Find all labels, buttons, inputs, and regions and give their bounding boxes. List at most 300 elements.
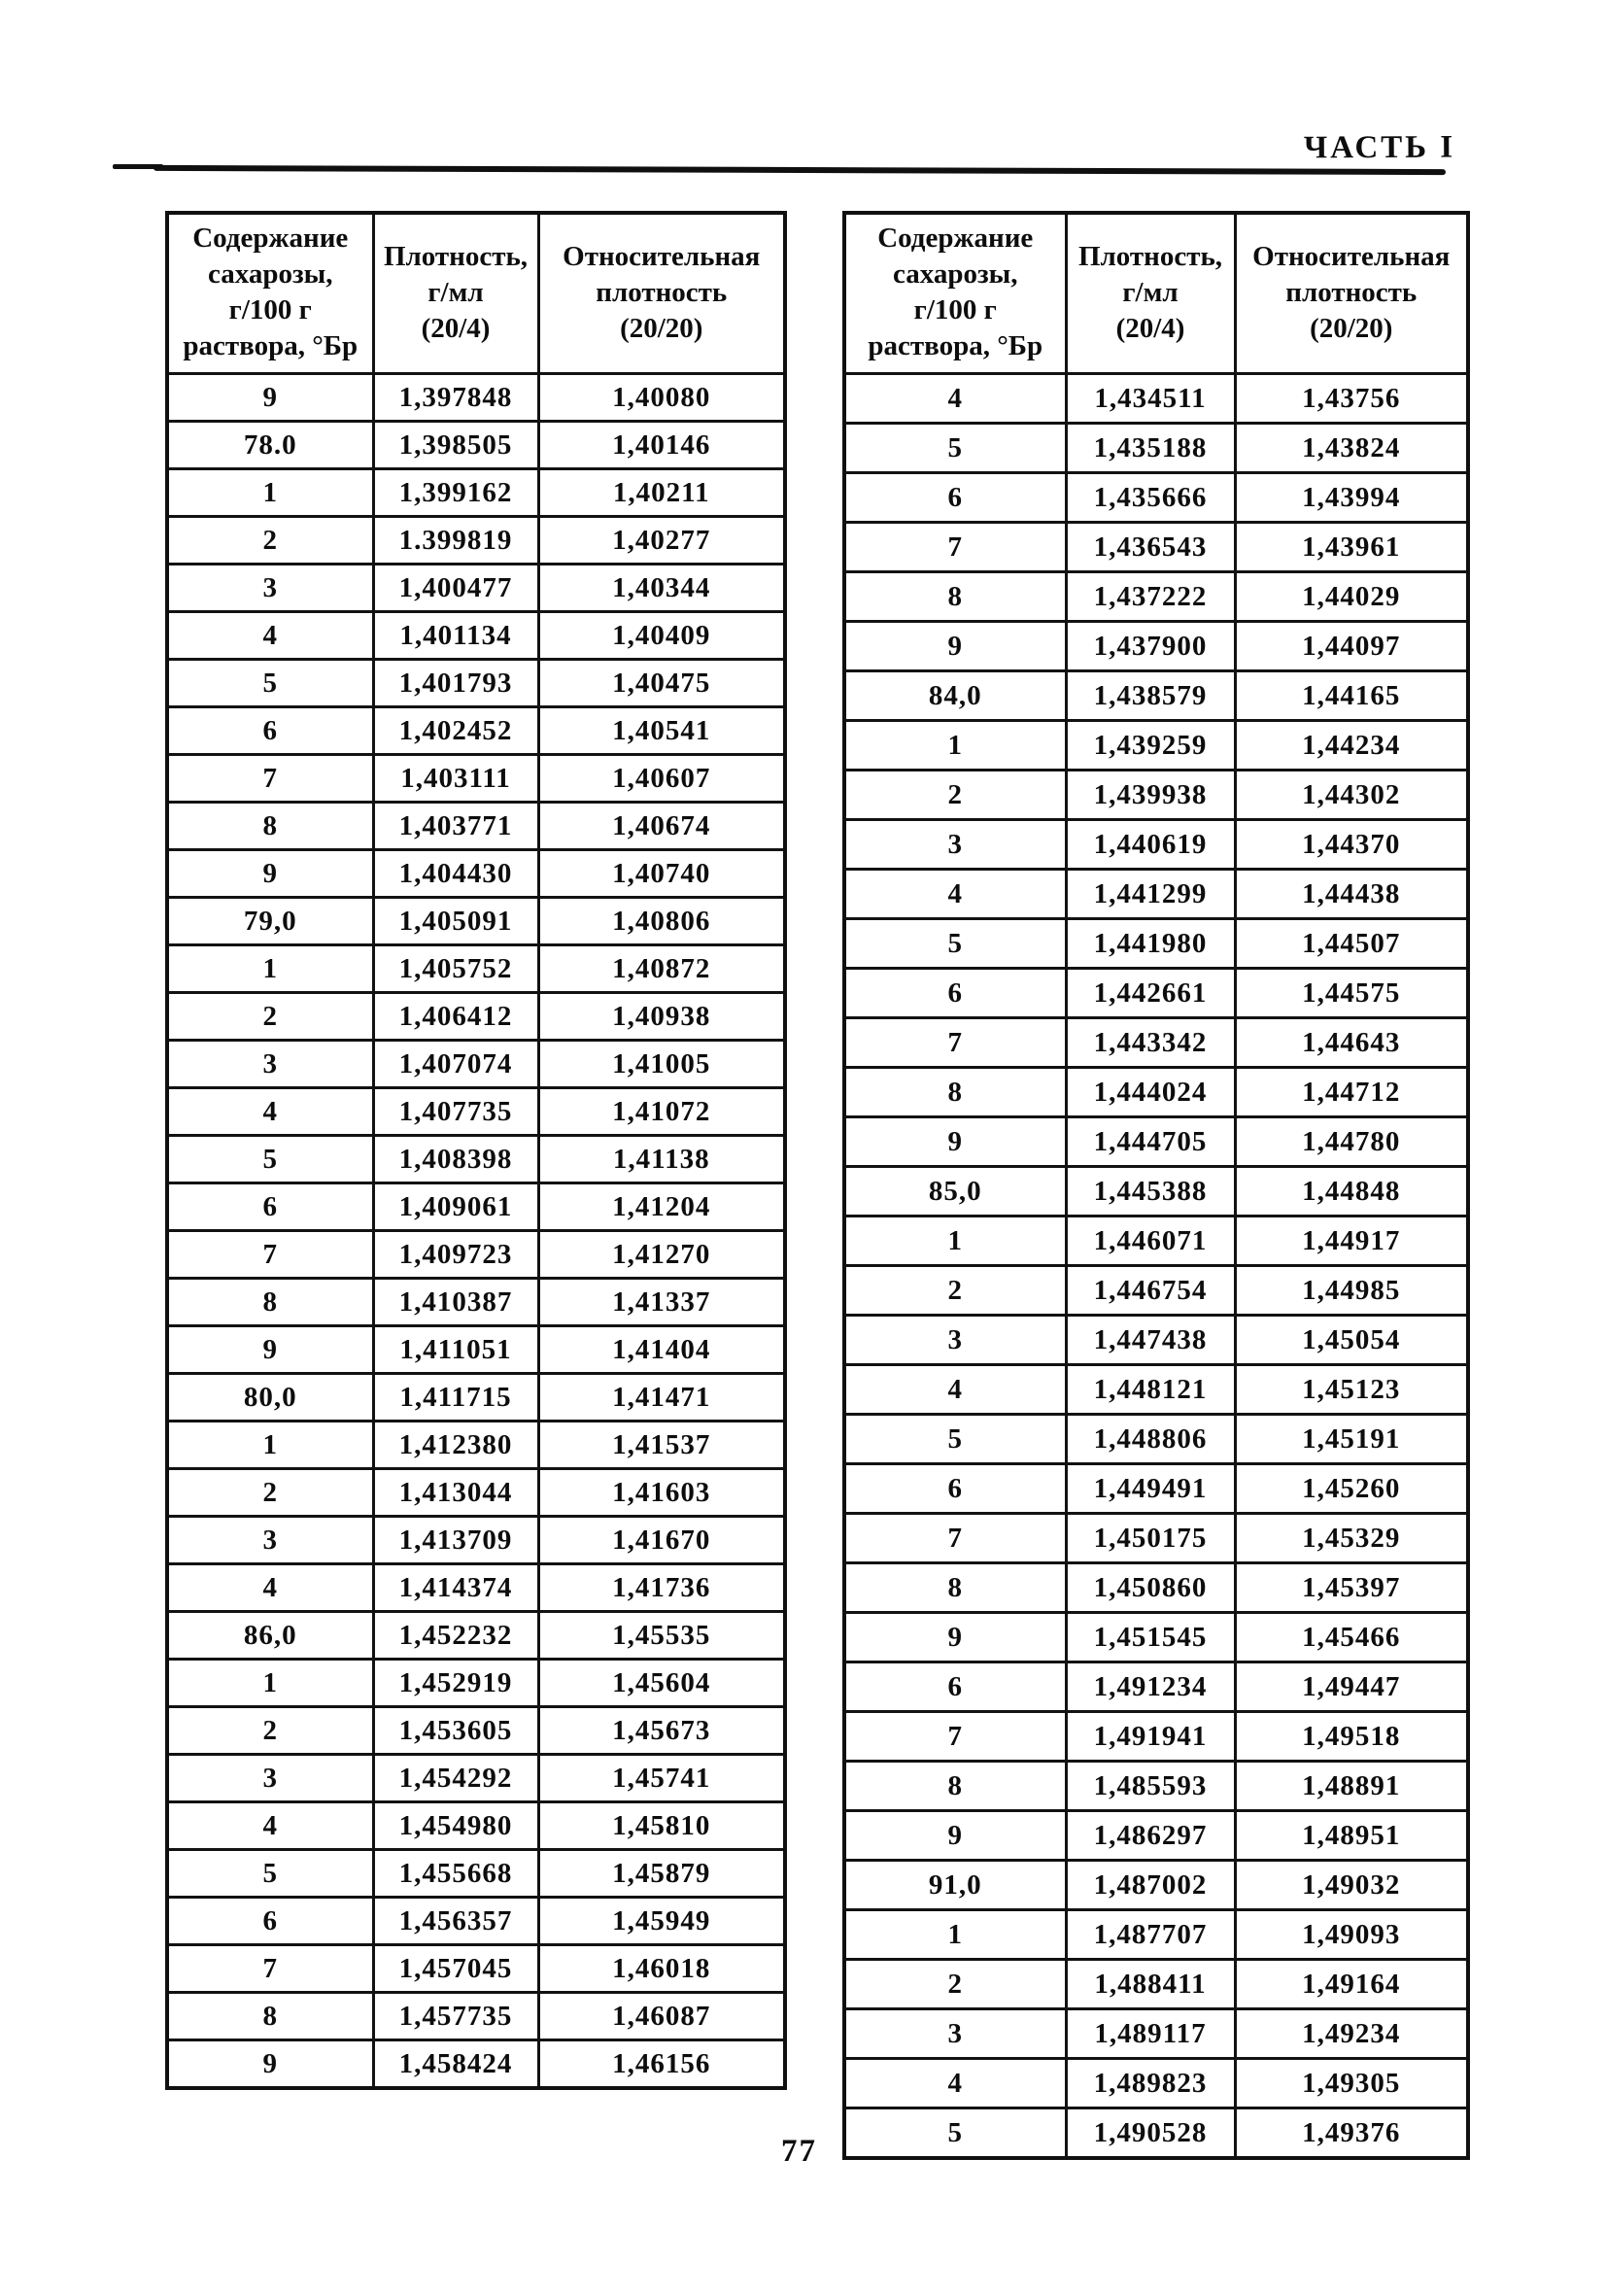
table-cell: 9 [167,850,373,898]
table-row [844,1167,1468,1217]
table-cell: 1,44643 [1235,1018,1468,1068]
table-cell: 1,412380 [373,1422,538,1469]
col-header-sucrose-content: Содержание сахарозы, г/100 г раствора, °Бр [167,213,373,374]
table-cell: 1,490528 [1066,2108,1235,2159]
table-cell: 7 [844,1018,1066,1068]
table-cell: 1,454980 [373,1802,538,1850]
table-row [167,1993,785,2040]
header-rule [154,165,1446,175]
table-cell: 1,401134 [373,612,538,660]
table-cell: 1,45329 [1235,1514,1468,1563]
table-cell: 1,486297 [1066,1811,1235,1861]
table-cell: 7 [167,1945,373,1993]
table-cell: 1,44234 [1235,721,1468,771]
table-row [844,473,1468,523]
table-cell: 4 [167,1802,373,1850]
table-row [844,671,1468,721]
table-cell: 1,447438 [1066,1316,1235,1365]
table-cell: 1,41736 [538,1564,785,1612]
table-cell: 8 [844,1068,1066,1117]
table-cell: 1,405752 [373,945,538,993]
table-cell: 1,44985 [1235,1266,1468,1316]
table-cell: 1,488411 [1066,1960,1235,2009]
table-row [167,612,785,660]
table-cell: 1,45054 [1235,1316,1468,1365]
table-row [844,2009,1468,2059]
table-row [844,1068,1468,1117]
table-cell: 2 [844,771,1066,820]
table-cell: 1,44370 [1235,820,1468,870]
table-row [167,469,785,517]
table-cell: 1,403111 [373,755,538,803]
table-cell: 6 [844,1662,1066,1712]
table-cell: 1,398505 [373,422,538,469]
table-cell: 1,450860 [1066,1563,1235,1613]
table-row [844,1762,1468,1811]
table-cell: 1 [167,469,373,517]
table-cell: 1,44029 [1235,572,1468,622]
table-cell: 1,458424 [373,2040,538,2089]
table-cell: 4 [167,1088,373,1136]
table-cell: 1,40409 [538,612,785,660]
table-cell: 1,452919 [373,1660,538,1707]
table-cell: 1,442661 [1066,969,1235,1018]
table-row [844,721,1468,771]
table-cell: 3 [844,2009,1066,2059]
table-cell: 1,40146 [538,422,785,469]
table-row [844,622,1468,671]
table-row [167,1802,785,1850]
table-cell: 1,45810 [538,1802,785,1850]
table-cell: 1,413709 [373,1517,538,1564]
table-row [844,1464,1468,1514]
table-cell: 6 [167,1898,373,1945]
table-row [167,1850,785,1898]
table-row [844,1117,1468,1167]
table-cell: 1,439259 [1066,721,1235,771]
table-cell: 1,40541 [538,707,785,755]
table-cell: 5 [844,2108,1066,2159]
table-cell: 1,410387 [373,1279,538,1326]
table-cell: 1,41603 [538,1469,785,1517]
table-cell: 1,46018 [538,1945,785,1993]
table-cell: 6 [167,1183,373,1231]
table-cell: 1,44302 [1235,771,1468,820]
table-cell: 9 [167,1326,373,1374]
table-cell: 1,489117 [1066,2009,1235,2059]
table-cell: 79,0 [167,898,373,945]
table-cell: 1,448121 [1066,1365,1235,1415]
table-cell: 1,44917 [1235,1217,1468,1266]
table-cell: 1,40277 [538,517,785,565]
table-cell: 1,44848 [1235,1167,1468,1217]
table-cell: 1,46156 [538,2040,785,2089]
table-row [844,523,1468,572]
table-cell: 1,411715 [373,1374,538,1422]
table-cell: 1,45741 [538,1755,785,1802]
table-cell: 1,41337 [538,1279,785,1326]
table-cell: 1,44507 [1235,919,1468,969]
table-cell: 1,445388 [1066,1167,1235,1217]
table-row [167,1088,785,1136]
table-cell: 1 [167,1660,373,1707]
table-cell: 7 [167,1231,373,1279]
table-cell: 1,409723 [373,1231,538,1279]
table-cell: 1,43824 [1235,424,1468,473]
table-cell: 1,40475 [538,660,785,707]
table-cell: 1,454292 [373,1755,538,1802]
table-cell: 4 [844,870,1066,919]
table-cell: 4 [844,374,1066,424]
table-cell: 1,446754 [1066,1266,1235,1316]
table-cell: 1,450175 [1066,1514,1235,1563]
table-cell: 3 [167,1517,373,1564]
table-row [167,1612,785,1660]
table-row [167,1707,785,1755]
table-cell: 78.0 [167,422,373,469]
table-cell: 2 [844,1266,1066,1316]
table-row [167,1374,785,1422]
header-row [844,213,1468,374]
table-cell: 5 [844,1415,1066,1464]
table-cell: 1,49376 [1235,2108,1468,2159]
running-head: ЧАСТЬ I [1303,129,1456,166]
table-row [167,755,785,803]
table-row [844,1910,1468,1960]
table-cell: 1,49032 [1235,1861,1468,1910]
table-cell: 1,49093 [1235,1910,1468,1960]
table-cell: 1,45466 [1235,1613,1468,1662]
table-cell: 1,456357 [373,1898,538,1945]
table-cell: 1,405091 [373,898,538,945]
table-cell: 7 [844,523,1066,572]
table-cell: 1,45673 [538,1707,785,1755]
table-row [844,1613,1468,1662]
table-cell: 1,487707 [1066,1910,1235,1960]
table-row [167,1326,785,1374]
table-cell: 1,49447 [1235,1662,1468,1712]
table-cell: 1,401793 [373,660,538,707]
table-cell: 2 [167,1469,373,1517]
table-row [844,2108,1468,2159]
table-cell: 1,485593 [1066,1762,1235,1811]
table-cell: 1,399162 [373,469,538,517]
table-cell: 1,434511 [1066,374,1235,424]
table-cell: 1,444705 [1066,1117,1235,1167]
table-row [167,422,785,469]
table-cell: 86,0 [167,1612,373,1660]
table-cell: 1,491941 [1066,1712,1235,1762]
table-body [844,374,1468,2159]
table-cell: 1,43994 [1235,473,1468,523]
table-cell: 1,45260 [1235,1464,1468,1514]
table-cell: 8 [844,572,1066,622]
table-cell: 1,453605 [373,1707,538,1755]
table-row [167,1517,785,1564]
table-cell: 1,45123 [1235,1365,1468,1415]
table-cell: 1,40740 [538,850,785,898]
table-cell: 1,41670 [538,1517,785,1564]
table-row [167,2040,785,2089]
table-cell: 1,441299 [1066,870,1235,919]
table-cell: 1,407074 [373,1041,538,1088]
table-cell: 1,487002 [1066,1861,1235,1910]
table-cell: 1,404430 [373,850,538,898]
table-cell: 1,41404 [538,1326,785,1374]
table-cell: 1,48891 [1235,1762,1468,1811]
table-cell: 1,41204 [538,1183,785,1231]
table-row [167,898,785,945]
table-row [167,1422,785,1469]
table-cell: 1,397848 [373,374,538,422]
table-cell: 9 [167,2040,373,2089]
col-header-density: Плотность, г/мл (20/4) [373,213,538,374]
table-row [844,1662,1468,1712]
sucrose-density-table-right [842,211,1470,2160]
col-header-sucrose-content: Содержание сахарозы, г/100 г раствора, °Бр [844,213,1066,374]
table-cell: 1,451545 [1066,1613,1235,1662]
table-cell: 1,49164 [1235,1960,1468,2009]
header-row [167,213,785,374]
table-row [844,1861,1468,1910]
table-cell: 1,45397 [1235,1563,1468,1613]
table-cell: 1,491234 [1066,1662,1235,1712]
table-cell: 1,45535 [538,1612,785,1660]
table-cell: 1,49518 [1235,1712,1468,1762]
table-row [167,1136,785,1183]
table-cell: 1,48951 [1235,1811,1468,1861]
col-header-density: Плотность, г/мл (20/4) [1066,213,1235,374]
table-cell: 8 [167,1993,373,2040]
table-row [844,1811,1468,1861]
table-body [167,374,785,2089]
table-row [844,1018,1468,1068]
table-cell: 1,406412 [373,993,538,1041]
table-cell: 8 [167,1279,373,1326]
table-cell: 1,40938 [538,993,785,1041]
table-cell: 1,40344 [538,565,785,612]
table-cell: 3 [167,1041,373,1088]
table-cell: 6 [844,473,1066,523]
table-cell: 1,402452 [373,707,538,755]
table-row [167,1898,785,1945]
table-cell: 1,40806 [538,898,785,945]
table-row [844,820,1468,870]
table-row [167,660,785,707]
table-cell: 1,437900 [1066,622,1235,671]
table-row [844,1960,1468,2009]
table-row [844,1266,1468,1316]
table-row [844,969,1468,1018]
table-cell: 1,411051 [373,1326,538,1374]
table-row [167,1183,785,1231]
table-cell: 1,440619 [1066,820,1235,870]
table-cell: 1,44097 [1235,622,1468,671]
table-cell: 1,40607 [538,755,785,803]
table-cell: 1,45191 [1235,1415,1468,1464]
table-cell: 1,408398 [373,1136,538,1183]
table-cell: 7 [167,755,373,803]
table-cell: 1 [167,1422,373,1469]
table-cell: 2 [167,1707,373,1755]
table-row [167,803,785,850]
table-cell: 1,44780 [1235,1117,1468,1167]
table-cell: 1,452232 [373,1612,538,1660]
table-cell: 9 [167,374,373,422]
table-row [167,1279,785,1326]
table-row [844,771,1468,820]
table-cell: 3 [167,565,373,612]
table-row [167,1564,785,1612]
table-cell: 1,40674 [538,803,785,850]
table-row [844,919,1468,969]
table-cell: 1 [844,1910,1066,1960]
table-cell: 1,41005 [538,1041,785,1088]
table-cell: 3 [844,820,1066,870]
table-cell: 1,45604 [538,1660,785,1707]
table-cell: 4 [844,1365,1066,1415]
table-cell: 5 [844,424,1066,473]
table-cell: 1,41072 [538,1088,785,1136]
table-row [844,1415,1468,1464]
table-cell: 91,0 [844,1861,1066,1910]
table-cell: 1,437222 [1066,572,1235,622]
table-row [167,1469,785,1517]
table-cell: 1,400477 [373,565,538,612]
table-cell: 1,44575 [1235,969,1468,1018]
sucrose-density-table-left [165,211,787,2090]
table-cell: 1,49234 [1235,2009,1468,2059]
table-cell: 6 [844,1464,1066,1514]
table-cell: 9 [844,1117,1066,1167]
table-cell: 1,455668 [373,1850,538,1898]
table-cell: 8 [167,803,373,850]
table-cell: 1.399819 [373,517,538,565]
table-cell: 2 [167,517,373,565]
table-cell: 1,41471 [538,1374,785,1422]
table-row [844,374,1468,424]
table-row [167,1660,785,1707]
table-cell: 4 [167,612,373,660]
table-row [844,424,1468,473]
table-cell: 3 [844,1316,1066,1365]
table-row [167,945,785,993]
table-cell: 84,0 [844,671,1066,721]
table-cell: 5 [167,1850,373,1898]
table-cell: 1,40080 [538,374,785,422]
table-row [844,2059,1468,2108]
table-row [844,1365,1468,1415]
page-number: 77 [781,2134,817,2169]
table-row [167,1231,785,1279]
table-cell: 1,444024 [1066,1068,1235,1117]
col-header-relative-density: Относительная плотность (20/20) [538,213,785,374]
table-cell: 1,409061 [373,1183,538,1231]
table-cell: 1 [844,721,1066,771]
table-cell: 9 [844,622,1066,671]
table-cell: 6 [844,969,1066,1018]
table-cell: 5 [167,660,373,707]
table-cell: 1,448806 [1066,1415,1235,1464]
table-cell: 1,43756 [1235,374,1468,424]
table-cell: 1,45949 [538,1898,785,1945]
table-cell: 1,435666 [1066,473,1235,523]
table-cell: 1,49305 [1235,2059,1468,2108]
table-row [167,993,785,1041]
table-cell: 2 [167,993,373,1041]
table-cell: 4 [844,2059,1066,2108]
table-row [167,1945,785,1993]
table-row [844,1514,1468,1563]
table-row [167,850,785,898]
table-cell: 1,43961 [1235,523,1468,572]
table-cell: 1,457045 [373,1945,538,1993]
table-cell: 1,407735 [373,1088,538,1136]
table-cell: 1,435188 [1066,424,1235,473]
table-cell: 8 [844,1563,1066,1613]
table-cell: 1,441980 [1066,919,1235,969]
table-cell: 9 [844,1613,1066,1662]
table-cell: 7 [844,1712,1066,1762]
table-cell: 5 [844,919,1066,969]
table-cell: 1,439938 [1066,771,1235,820]
table-cell: 1,40872 [538,945,785,993]
table-cell: 5 [167,1136,373,1183]
table-row [167,1041,785,1088]
table-cell: 1,45879 [538,1850,785,1898]
table-cell: 1,436543 [1066,523,1235,572]
table-cell: 1,44438 [1235,870,1468,919]
table-row [844,1316,1468,1365]
table-cell: 1,44165 [1235,671,1468,721]
table-cell: 1,446071 [1066,1217,1235,1266]
table-cell: 85,0 [844,1167,1066,1217]
table-row [167,374,785,422]
table-cell: 1 [167,945,373,993]
table-cell: 1,46087 [538,1993,785,2040]
table-cell: 1,489823 [1066,2059,1235,2108]
table-row [167,707,785,755]
table-row [844,1217,1468,1266]
table-row [844,572,1468,622]
table-cell: 7 [844,1514,1066,1563]
table-cell: 1,41537 [538,1422,785,1469]
table-cell: 1 [844,1217,1066,1266]
table-cell: 1,403771 [373,803,538,850]
table-cell: 1,438579 [1066,671,1235,721]
table-cell: 4 [167,1564,373,1612]
table-cell: 80,0 [167,1374,373,1422]
table-row [167,565,785,612]
table-cell: 1,413044 [373,1469,538,1517]
table-cell: 6 [167,707,373,755]
table-cell: 3 [167,1755,373,1802]
table-cell: 9 [844,1811,1066,1861]
table-cell: 1,40211 [538,469,785,517]
table-cell: 1,457735 [373,1993,538,2040]
table-cell: 1,41138 [538,1136,785,1183]
table-cell: 1,414374 [373,1564,538,1612]
table-cell: 1,44712 [1235,1068,1468,1117]
table-cell: 1,449491 [1066,1464,1235,1514]
table-row [844,1563,1468,1613]
table-row [844,1712,1468,1762]
table-cell: 8 [844,1762,1066,1811]
table-cell: 2 [844,1960,1066,2009]
table-row [844,870,1468,919]
table-cell: 1,443342 [1066,1018,1235,1068]
col-header-relative-density: Относительная плотность (20/20) [1235,213,1468,374]
